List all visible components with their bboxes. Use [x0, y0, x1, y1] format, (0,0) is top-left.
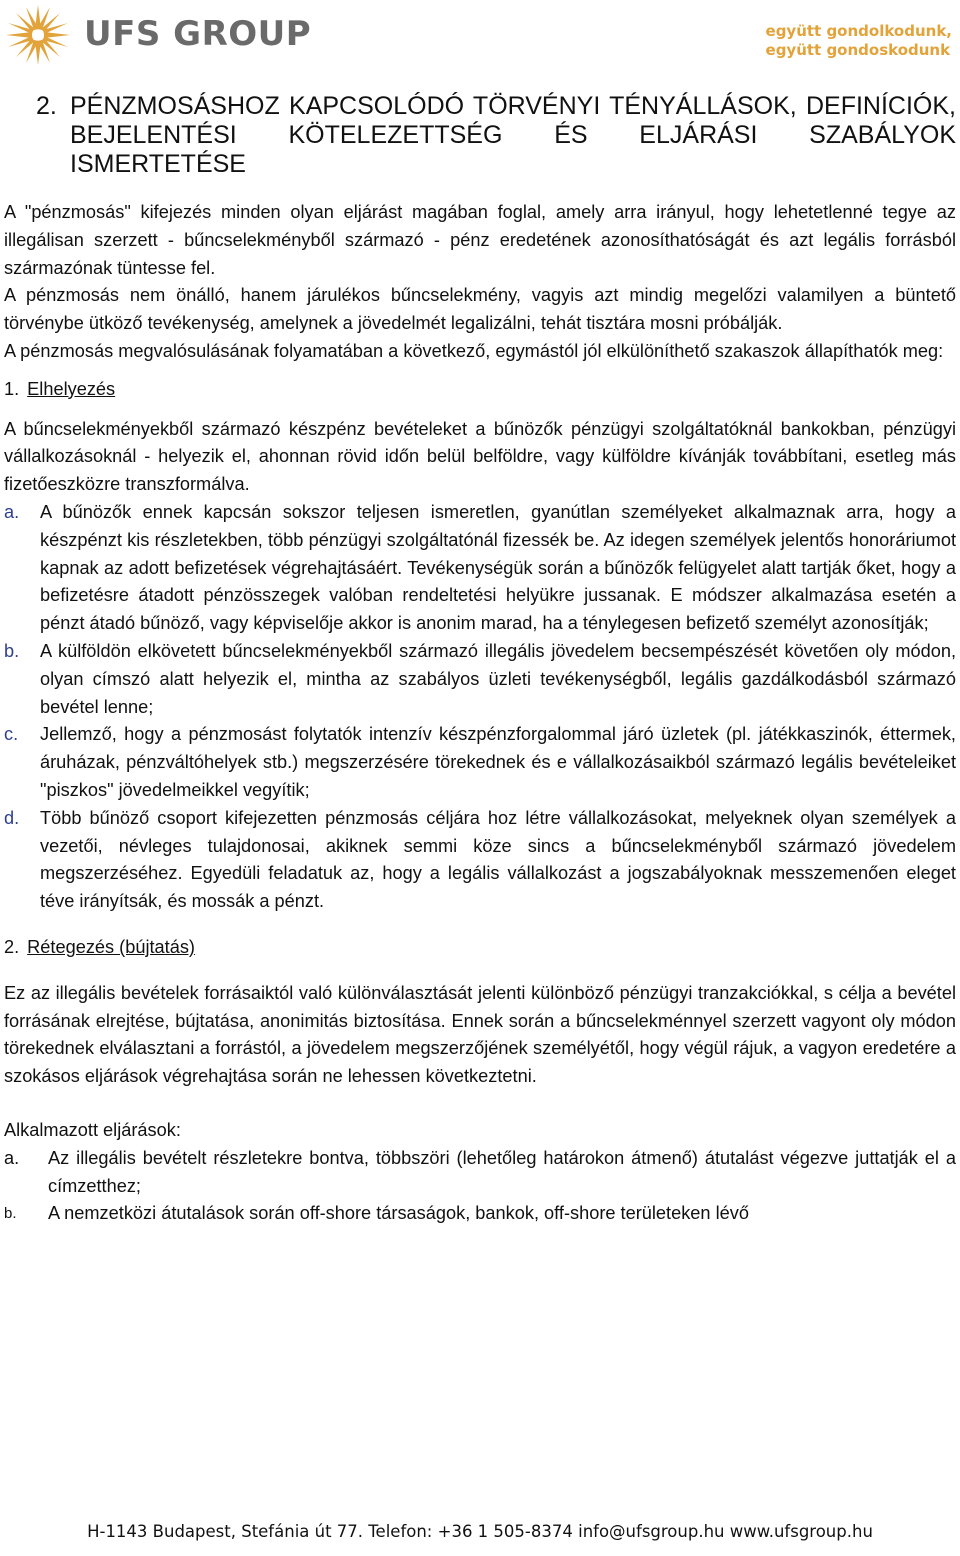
list-item-text: A bűnözők ennek kapcsán sokszor teljesen ismeretlen, gyanútlan személyeket alkalmaznak arra, hogy a készpénzt kis részletekben, több pénzügyi szolgáltatónál fizessék be. Az idegen személyek jelentős honoráriumot kapnak az adott befizetések végrehajtásáért. Tevékenységük során a bűnözők felügyelet alatt tartják őket, hogy a befizetésre átadott pénzösszegek valóban rendeltetési helyükre jussanak. E módszer alkalmazása esetén a pénzt átadó bűnöző, vagy képviselője akkor is anonim marad, ha a ténylegesen befizető személyt azonosítják; — [40, 501, 956, 634]
list-item-text: A nemzetközi átutalások során off-shore társaságok, bankok, off-shore területeken lévő — [48, 1203, 749, 1224]
list-item-label: a. — [4, 1147, 20, 1168]
slogan — [766, 22, 952, 60]
list-item-label: c. — [4, 724, 19, 745]
stage-1-heading — [4, 376, 956, 404]
list-item — [4, 721, 956, 804]
slogan-line-2: együtt gondoskodunk — [765, 41, 951, 59]
list-item — [4, 1145, 956, 1201]
document-body — [4, 92, 956, 1228]
intro-paragraph-2: A pénzmosás nem önálló, hanem járulékos bűncselekmény, vagyis azt mindig megelőzi valamilyen a büntető törvénybe ütköző tevékenység, amelynek a jövedelmét legalizálni, tehát tisztára mosni próbálják. — [4, 285, 956, 334]
methods-label: Alkalmazott eljárások: — [4, 1119, 181, 1140]
list-item-label: b. — [4, 1205, 17, 1223]
section-number: 2. — [36, 92, 57, 120]
page-header — [0, 0, 960, 70]
intro-paragraph-1: A "pénzmosás" kifejezés minden olyan eljárást magában foglal, amely arra irányul, hogy lehetetlenné tegye az illegálisan szerzett - bűncselekményből származó - pénz eredetének azonosíthatóságát és azt legális forrásból származónak tüntesse fel. — [4, 202, 956, 278]
section-heading — [4, 92, 956, 179]
stage-1-title: Elhelyezés — [27, 378, 116, 399]
page-footer: H-1143 Budapest, Stefánia út 77. Telefon: +36 1 505-8374 info@ufsgroup.hu www.ufsgroup.hu — [87, 1522, 873, 1541]
stage-2-heading — [4, 934, 956, 962]
list-item-label: b. — [4, 640, 20, 661]
list-item-text: A külföldön elkövetett bűncselekményekből származó illegális jövedelem becsempészését követően oly módon, olyan címszó alatt helyezik el, mintha az szabályos üzleti tevékenységből, legális gazdálkodásból származó bevétel lenne; — [40, 640, 956, 717]
section-title: PÉNZMOSÁSHOZ KAPCSOLÓDÓ TÖRVÉNYI TÉNYÁLLÁSOK, DEFINÍCIÓK, BEJELENTÉSI KÖTELEZETTSÉG ÉS ELJÁRÁSI SZABÁLYOK ISMERTETÉSE — [70, 92, 956, 178]
list-item — [4, 638, 956, 721]
list-item-label: d. — [4, 807, 20, 828]
list-item-text: Az illegális bevételt részletekre bontva, többszöri (lehetőleg határokon átmenő) átutalást végezve juttatják el a címzetthez; — [48, 1147, 956, 1196]
list-item — [4, 499, 956, 638]
intro-paragraph-3: A pénzmosás megvalósulásának folyamatában a következő, egymástól jól elkülöníthető szakaszok állapíthatók meg: — [4, 340, 944, 361]
stage-2-number: 2. — [4, 936, 20, 957]
stage-1-text: A bűncselekményekből származó készpénz bevételeket a bűnözők pénzügyi szolgáltatóknál bankokban, pénzügyi vállalkozásoknál - helyezik el, ahonnan rövid időn belül belföldre, vagy külföldre kívánják továbbítani, esetleg más fizetőeszközre transzformálva. — [4, 418, 956, 495]
list-item — [4, 1200, 956, 1228]
list-item-text: Több bűnöző csoport kifejezetten pénzmosás céljára hoz létre vállalkozásokat, melyeknek olyan személyek a vezetői, névleges tulajdonosai, akiknek semmi köze sincs a bűncselekményből származó jövedelem megszerzéséhez. Egyedüli feladatuk az, hogy a legális vállalkozást a jogszabályoknak messzemenően eleget téve irányítsák, és mossák a pénzt. — [40, 807, 956, 912]
stage-1-number: 1. — [4, 378, 20, 399]
sunburst-logo-icon — [4, 4, 72, 66]
company-name: UFS GROUP — [84, 14, 312, 54]
list-item-label: a. — [4, 501, 20, 522]
list-item — [4, 805, 956, 916]
stage-2-title: Rétegezés (bújtatás) — [27, 936, 195, 957]
stage-2-text: Ez az illegális bevételek forrásaiktól való különválasztását jelenti különböző pénzügyi tranzakciókkal, s célja a bevétel forrásának elrejtése, bújtatása, anonimitás biztosítása. Ennek során a bűncselekménnyel szerzett vagyont oly módon törekednek elválasztani a forrástól, a jövedelem megszerzőjének személyétől, hogy végül rájuk, a vagyon eredetére a szokásos eljárások végrehajtása során ne lehessen következtetni. — [4, 982, 956, 1087]
list-item-text: Jellemző, hogy a pénzmosást folytatók intenzív készpénzforgalommal járó üzletek (pl. játékkaszinók, éttermek, áruházak, pénzváltóhelyek stb.) megszerzésére törekednek és e vállalkozásaikból származó legális bevételeiket "piszkos" jövedelmeikkel vegyítik; — [40, 724, 956, 800]
slogan-line-1: együtt gondolkodunk, — [765, 22, 952, 40]
